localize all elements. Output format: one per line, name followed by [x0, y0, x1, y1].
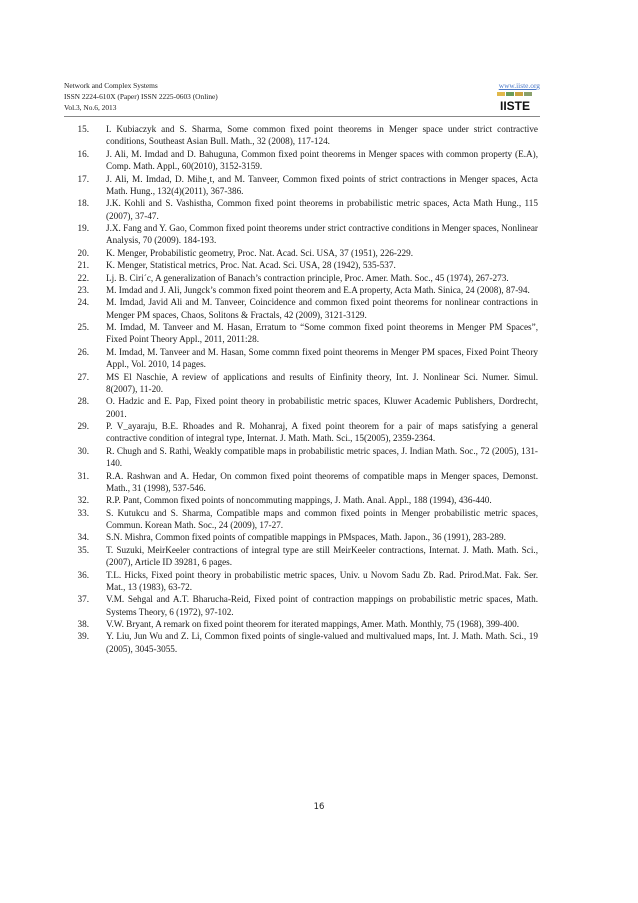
reference-number: 19.	[77, 223, 89, 233]
reference-item	[64, 284, 538, 296]
reference-number: 20.	[77, 247, 89, 258]
reference-text: K. Menger, Statistical metrics, Proc. Nat. Acad. Sci. USA, 28 (1942), 535-537.	[106, 260, 396, 271]
reference-item	[64, 321, 538, 346]
reference-number: 35.	[77, 544, 89, 555]
reference-number: 37.	[77, 594, 89, 605]
reference-item	[64, 371, 538, 396]
reference-item	[64, 148, 538, 173]
reference-text: R. Chugh and S. Rathi, Weakly compatible maps in probabilistic metric spaces, J. Indian Math. Soc., 72 (2005), 131-140.	[106, 445, 538, 469]
reference-number: 18.	[77, 198, 89, 209]
reference-item	[64, 531, 538, 543]
reference-item	[64, 247, 538, 259]
reference-number: 21.	[77, 260, 89, 271]
reference-item	[64, 507, 538, 532]
reference-text: T.L. Hicks, Fixed point theory in probabilistic metric spaces, Univ. u Novom Sadu Zb. Rad. Prirod.Mat. Fak. Ser. Mat., 13 (1983), 63-72.	[106, 569, 538, 592]
reference-number: 31.	[77, 470, 89, 481]
reference-text: O. Hadzic and E. Pap, Fixed point theory in probabilistic metric spaces, Kluwer Academic Publishers, Dordrecht, 2001.	[106, 396, 538, 419]
reference-text: M. Imdad and J. Ali, Jungck’s common fixed point theorem and E.A property, Acta Math. Sinica, 24 (2008), 87-94.	[106, 284, 530, 295]
header-rule	[64, 116, 540, 117]
reference-text: S. Kutukcu and S. Sharma, Compatible maps and common fixed points in Menger probabilistic metric spaces, Commun. Korean Math. Soc., 24 (2009), 17-27.	[106, 507, 538, 530]
reference-text: M. Imdad, M. Tanveer and M. Hasan, Some commn fixed point theorems in Menger PM spaces, Fixed Point Theory Appl., Vol. 2010, 14 pages.	[106, 346, 538, 370]
journal-name: Network and Complex Systems	[64, 81, 158, 90]
journal-url-link[interactable]: www.iiste.org	[498, 81, 540, 90]
reference-number: 22.	[77, 272, 89, 283]
iiste-logo	[495, 91, 535, 113]
reference-number: 28.	[77, 396, 89, 407]
reference-number: 27.	[77, 371, 89, 382]
reference-number: 16.	[77, 148, 89, 159]
reference-number: 17.	[77, 173, 89, 184]
page-header	[64, 80, 540, 114]
reference-text: R.A. Rashwan and A. Hedar, On common fixed point theorems of compatible maps in Menger spaces, Demonst. Math., 31 (1998), 537-546.	[106, 470, 538, 493]
reference-item	[64, 222, 538, 247]
reference-item	[64, 272, 538, 284]
reference-item	[64, 470, 538, 495]
reference-number: 38.	[77, 619, 89, 629]
reference-text: Lj. B. Ciri´c, A generalization of Banach’s contraction principle, Proc. Amer. Math. Soc., 45 (1974), 267-273.	[106, 272, 509, 283]
reference-number: 32.	[77, 495, 89, 506]
issn-line: ISSN 2224-610X (Paper) ISSN 2225-0603 (Online)	[64, 92, 218, 102]
reference-text: M. Imdad, M. Tanveer and M. Hasan, Erratum to “Some common fixed point theorems in Menger PM Spaces”, Fixed Point Theory Appl., 2011, 2011:28.	[106, 322, 538, 345]
reference-number: 29.	[77, 421, 89, 431]
reference-number: 24.	[77, 297, 89, 308]
reference-item	[64, 593, 538, 618]
reference-number: 15.	[77, 124, 89, 134]
reference-item	[64, 569, 538, 594]
reference-text: Y. Liu, Jun Wu and Z. Li, Common fixed points of single-valued and multivalued maps, Int. J. Math. Math. Sci., 19 (2005), 3045-3055.	[106, 631, 538, 654]
reference-item	[64, 618, 538, 630]
reference-number: 34.	[77, 532, 89, 543]
reference-item	[64, 420, 538, 445]
reference-text: R.P. Pant, Common fixed points of noncommuting mappings, J. Math. Anal. Appl., 188 (1994), 436-440.	[106, 495, 492, 506]
reference-text: V.W. Bryant, A remark on fixed point theorem for iterated mappings, Amer. Math. Monthly, 75 (1968), 399-400.	[106, 619, 520, 629]
reference-text: I. Kubiaczyk and S. Sharma, Some common fixed point theorems in Menger space under strict contractive conditions, Southeast Asian Bull. Math., 32 (2008), 117-124.	[106, 124, 538, 147]
reference-text: M. Imdad, Javid Ali and M. Tanveer, Coincidence and common fixed point theorems for nonlinear contractions in Menger PM spaces, Chaos, Solitons & Fractals, 42 (2009), 3121-3129.	[106, 297, 538, 320]
reference-text: J. Ali, M. Imdad, D. Mihe¸t, and M. Tanveer, Common fixed points of strict contractions in Menger spaces, Acta Math. Hung., 132(4)(2011), 367-386.	[106, 173, 538, 196]
reference-number: 26.	[77, 346, 89, 357]
reference-item	[64, 123, 538, 148]
reference-item	[64, 197, 538, 222]
reference-item	[64, 296, 538, 321]
reference-text: MS El Naschie, A review of applications and results of Einfinity theory, Int. J. Nonlinear Sci. Numer. Simul. 8(2007), 11-20.	[106, 371, 538, 394]
reference-item	[64, 395, 538, 420]
reference-text: J. Ali, M. Imdad and D. Bahuguna, Common fixed point theorems in Menger spaces with common property (E.A), Comp. Math. Appl., 60(2010), 3152-3159.	[106, 148, 538, 172]
page-number: 16	[313, 802, 325, 812]
reference-number: 36.	[77, 569, 89, 580]
reference-item	[64, 494, 538, 506]
reference-number: 33.	[77, 507, 89, 518]
reference-text: K. Menger, Probabilistic geometry, Proc. Nat. Acad. Sci. USA, 37 (1951), 226-229.	[106, 247, 414, 258]
reference-list	[64, 123, 538, 655]
reference-item	[64, 259, 538, 271]
reference-item	[64, 630, 538, 655]
reference-number: 39.	[77, 631, 89, 642]
reference-text: P. V_ayaraju, B.E. Rhoades and R. Mohanraj, A fixed point theorem for a pair of maps satisfying a general contractive condition of integral type, Internat. J. Math. Math. Sci., 15(2005), 2359-2364.	[106, 421, 538, 444]
reference-text: V.M. Sehgal and A.T. Bharucha-Reid, Fixed point of contraction mappings on probabilistic metric spaces, Math. Systems Theory, 6 (1972), 97-102.	[106, 594, 538, 617]
reference-text: J.K. Kohli and S. Vashistha, Common fixed point theorems in probabilistic metric spaces, Acta Math Hung., 115 (2007), 37-47.	[106, 198, 538, 221]
reference-item	[64, 346, 538, 371]
reference-text: T. Suzuki, MeirKeeler contractions of integral type are still MeirKeeler contractions, Internat. J. Math. Math. Sci., (2007), Article ID 39281, 6 pages.	[106, 544, 538, 568]
reference-item	[64, 544, 538, 569]
reference-number: 23.	[77, 284, 89, 295]
reference-number: 25.	[77, 322, 89, 332]
volume-line: Vol.3, No.6, 2013	[64, 103, 117, 113]
reference-text: J.X. Fang and Y. Gao, Common fixed point theorems under strict contractive conditions in Menger spaces, Nonlinear Analysis, 70 (2009). 184-193.	[106, 223, 538, 246]
reference-item	[64, 445, 538, 470]
reference-item	[64, 173, 538, 198]
reference-text: S.N. Mishra, Common fixed points of compatible mappings in PMspaces, Math. Japon., 36 (1991), 283-289.	[106, 532, 506, 543]
reference-number: 30.	[77, 445, 89, 456]
svg-text:IISTE: IISTE	[499, 99, 531, 113]
